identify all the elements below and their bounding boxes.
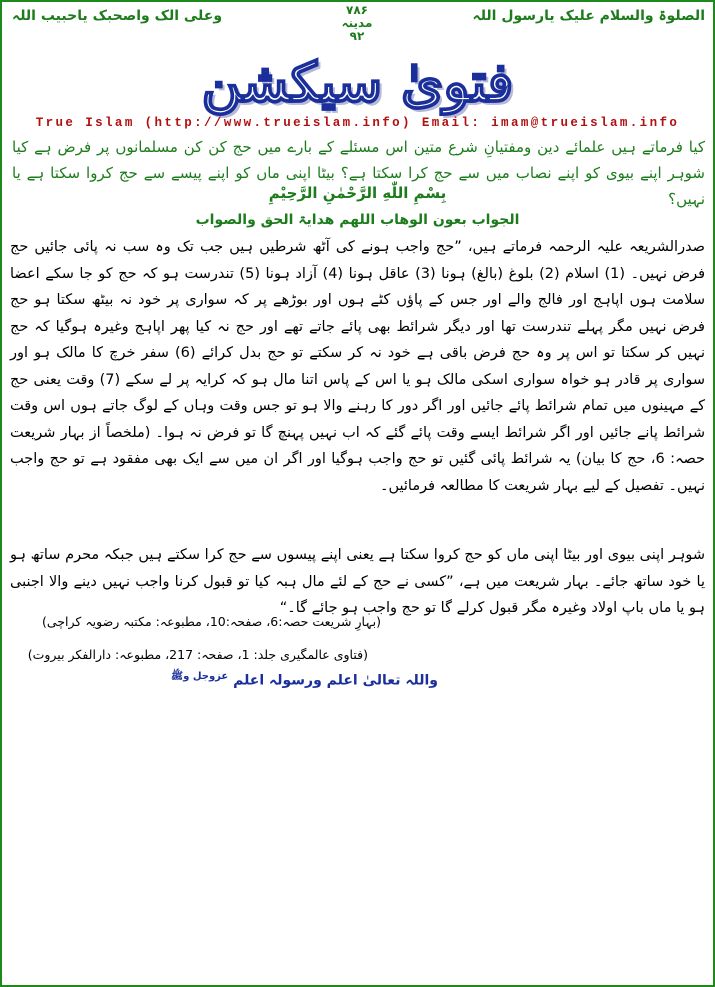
reference-alamgiri: (فتاوی عالمگیری جلد: 1، صفحہ: 217، مطبوعہ: دارالفکر بیروت) — [27, 647, 368, 662]
answer-paragraph-2: شوہر اپنی بیوی اور بیٹا اپنی ماں کو حج کروا سکتا ہے یعنی اپنے پیسوں سے حج کرا سکتے ہیں جبکہ محرم ساتھ ہو یا خود ساتھ جائے۔ بہار شریعت میں ہے، ”کسی نے حج کے لئے مال ہبہ کیا تو قبول کرنا واجب نہیں دینے والا اجنبی ہو یا ماں باپ اولاد وغیرہ مگر قبول کرلے گا تو حج واجب ہو جائے گا۔“ — [10, 547, 705, 616]
question-text: کیا فرماتے ہیں علمائے دین ومفتیانِ شرع متین اس مسئلے کے بارے میں حج کن کن مسلمانوں پر فرض ہے کیا شوہر اپنے بیوی کو اپنے نصاب میں سے حج کرا سکتا ہے؟ بیٹا اپنی ماں کو اپنے پیسے سے حج کروا سکتا ہے یا نہیں؟ — [12, 138, 705, 208]
seal-line-3: ۹۲ — [349, 29, 365, 43]
answer-heading: الجواب بعون الوھاب اللھم ھدایۃ الحق والصواب — [195, 212, 520, 228]
honorific-mark: عزوجل وﷺ — [171, 671, 229, 682]
answer-paragraph-1: صدرالشریعہ علیہ الرحمہ فرماتے ہیں، ”حج واجب ہونے کی آٹھ شرطیں ہیں جب تک وہ سب نہ پائی جائیں حج فرض نہیں۔ (1) اسلام (2) بلوغ (بالغ) ہونا (3) عاقل ہونا (4) آزاد ہونا (5) تندرست ہو کہ حج کو جا سکے اعضا سلامت ہوں اپاہج اور فالج والے اور جس کے پاؤں کٹے ہوں اور بوڑھے پر کہ سواری پر خود نہ بیٹھ سکتا ہو حج فرض نہیں مگر پہلے تندرست تھا اور دیگر شرائط بھی پائے جاتے تھے اور حج نہ کیا پھر اپاہج وغیرہ ہوگیا کہ حج نہیں کر سکتا تو اس پر وہ حج فرض باقی ہے خود نہ کر سکتے تو حج بدل کرائے (6) سفر خرچ کا مالک ہو اور سواری پر قادر ہو خواہ سواری اسکی مالک ہو یا اس کے پاس اتنا مال ہو کہ کرایہ پر لے سکے (7) وقت یعنی حج کے مہینوں میں تمام شرائط پائے جائیں اور اگر دور کا رہنے والا ہو تو جس وقت وہاں کے لوگ جاتے ہوں اس وقت شرائط پانے جائیں اور اگر شرائط ایسے وقت پائے گئے کہ اب نہیں پہنچ گا تو فرض نہ ہوا۔ (ملخصاً از بہار شریعت حصہ: 6، حج کا بیان) یہ شرائط پائی گئیں تو حج واجب ہوگیا اور اگر ان میں سے ایک بھی مفقود ہے تو حج واجب نہیں۔ تفصیل کے لیے بہار شریعت کا مطالعہ فرمائیں۔ — [10, 239, 706, 494]
seal-786 — [332, 4, 382, 43]
salutation-left: وعلی الک واصحبک یاحبیب اللہ — [12, 8, 223, 24]
bismillah: بِسْمِ اللّٰهِ الرَّحْمٰنِ الرَّحِيْمِ — [268, 184, 447, 202]
reference-bahar-shariat: (بہارِ شریعت حصہ:6، صفحہ:10، مطبوعہ: مکتبہ رضویہ کراچی) — [42, 614, 381, 629]
closing-text: واللہ تعالیٰ اعلم ورسولہ اعلم — [233, 672, 438, 689]
seal-line-1: ۷۸۶ — [346, 3, 368, 17]
closing-dua — [171, 670, 438, 689]
contact-line: True Islam (http://www.trueislam.info) Email: imam@trueislam.info — [35, 116, 680, 130]
header-bar — [2, 2, 713, 48]
page-title: فتویٰ سیکشن — [201, 50, 514, 114]
seal-line-2: مدینہ — [341, 16, 373, 30]
salutation-right: الصلوۃ والسلام علیک یارسول اللہ — [472, 8, 705, 24]
